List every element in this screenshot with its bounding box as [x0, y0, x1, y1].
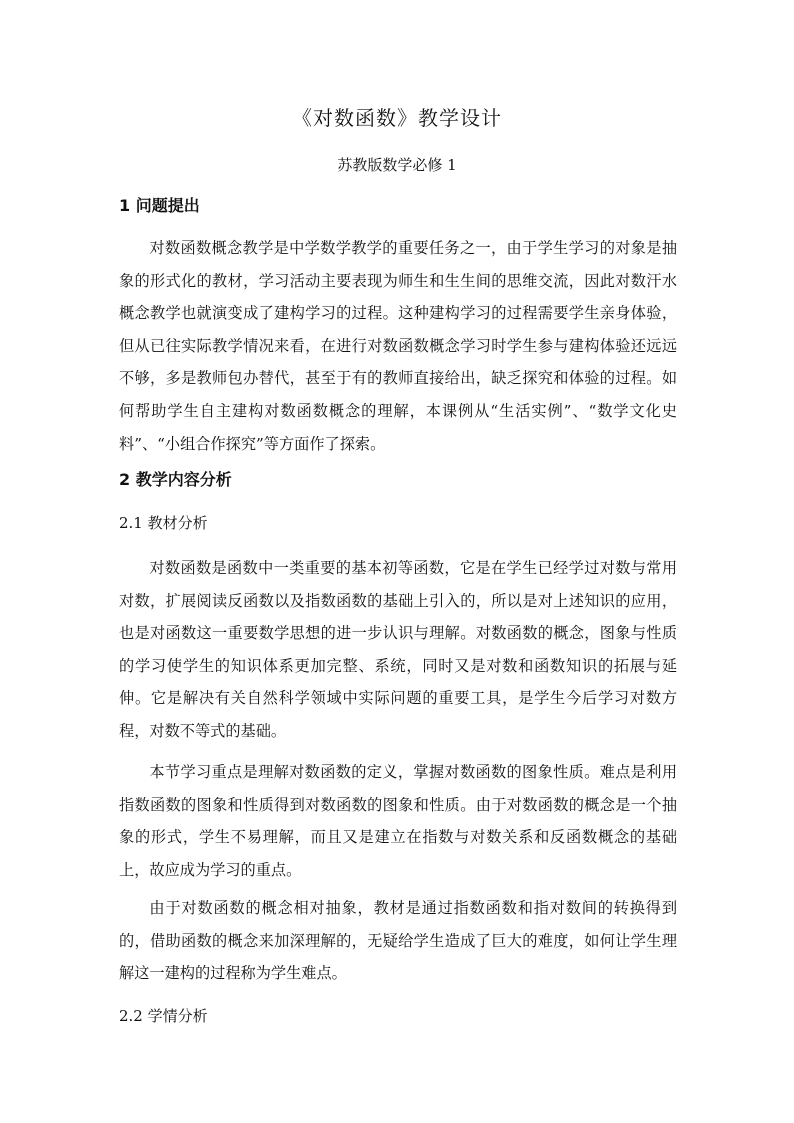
section-2-1-paragraph-2: 本节学习重点是理解对数函数的定义，掌握对数函数的图象性质。难点是利用指数函数的图象和性质得到对数函数的图象和性质。由于对数函数的概念是一个抽象的形式，学生不易理解，而且又是建立在指数与对数关系和反函数概念的基础上，故应成为学习的重点。	[119, 763, 677, 879]
document-title: 《对数函数》教学设计	[292, 106, 502, 130]
section-2-1-heading: 2.1 教材分析	[119, 514, 208, 532]
section-1-paragraph-1: 对数函数概念教学是中学数学教学的重要任务之一，由于学生学习的对象是抽象的形式化的教材，学习活动主要表现为师生和生生间的思维交流，因此对数汗水概念教学也就演变成了建构学习的过程。这种建构学习的过程需要学生亲身体验，但从已往实际教学情况来看，在进行对数函数概念学习时学生参与建构体验还远远不够，多是教师包办替代，甚至于有的教师直接给出，缺乏探究和体验的过程。如何帮助学生自主建构对数函数概念的理解，本课例从“生活实例”、“数学文化史料”、“小组合作探究”等方面作了探索。	[119, 239, 677, 453]
section-2-2-heading: 2.2 学情分析	[119, 1007, 208, 1025]
document-subtitle: 苏教版数学必修 1	[337, 156, 457, 174]
section-2-1-paragraph-3: 由于对数函数的概念相对抽象，教材是通过指数函数和指对数间的转换得到的，借助函数的概念来加深理解的，无疑给学生造成了巨大的难度，如何让学生理解这一建构的过程称为学生难点。	[119, 899, 677, 983]
section-2-heading: 2 教学内容分析	[119, 470, 232, 489]
section-2-1-paragraph-1: 对数函数是函数中一类重要的基本初等函数，它是在学生已经学过对数与常用对数，扩展阅读反函数以及指数函数的基础上引入的，所以是对上述知识的应用，也是对函数这一重要数学思想的进一步认识与理解。对数函数的概念，图象与性质的学习使学生的知识体系更加完整、系统，同时又是对数和函数知识的拓展与延伸。它是解决有关自然科学领域中实际问题的重要工具，是学生今后学习对数方程，对数不等式的基础。	[119, 559, 677, 740]
section-1-heading: 1 问题提出	[119, 196, 200, 215]
